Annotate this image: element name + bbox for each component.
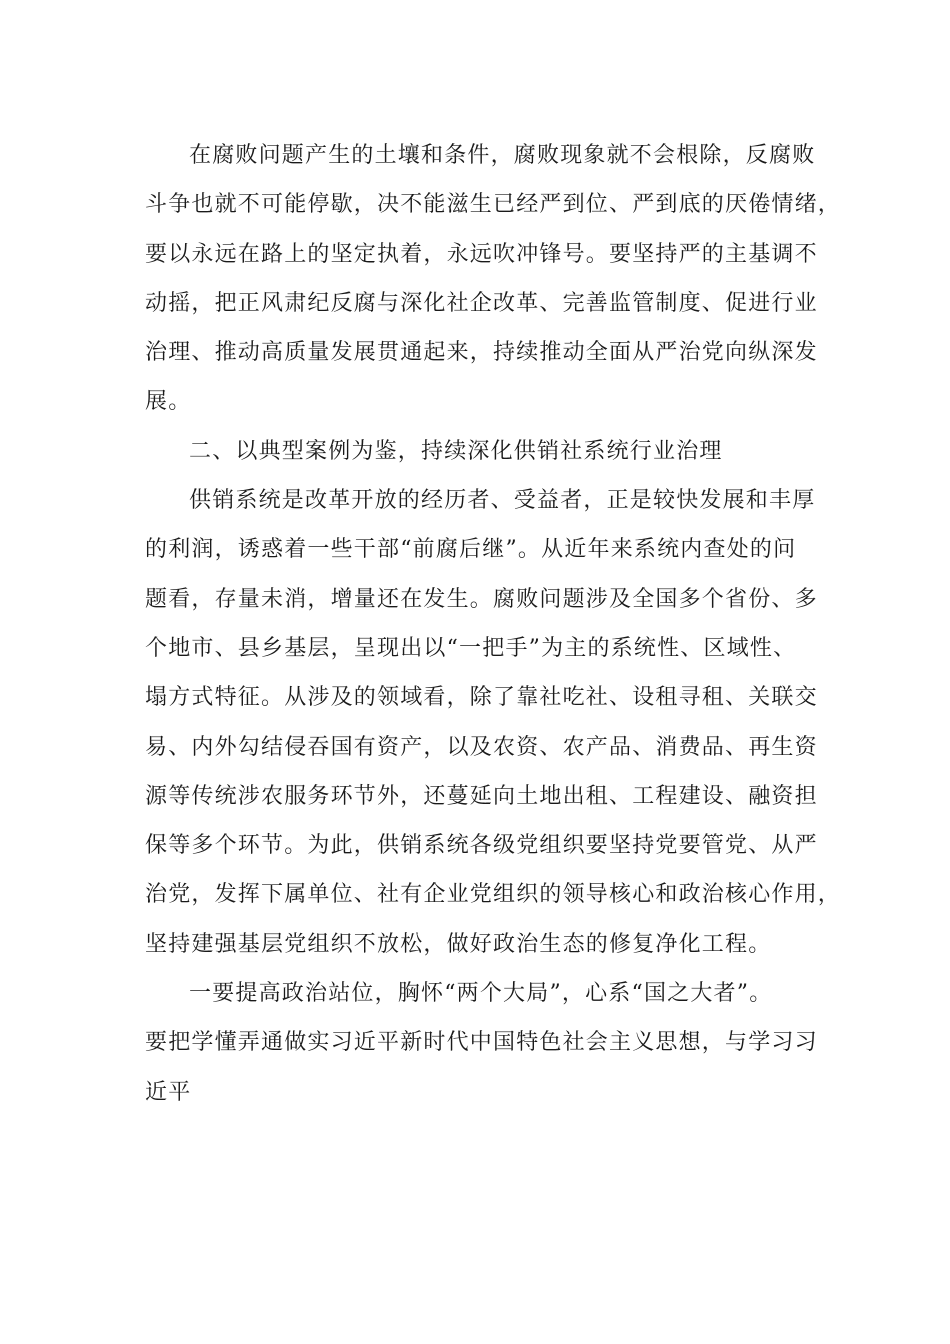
text-line: 题看，存量未消，增量还在发生。腐败问题涉及全国多个省份、多 — [145, 586, 818, 612]
text-line: 保等多个环节。为此，供销系统各级党组织要坚持党要管党、从严 — [145, 833, 818, 859]
text-line: 要把学懂弄通做实习近平新时代中国特色社会主义思想，与学习习 — [145, 1030, 818, 1056]
text-line: 塌方式特征。从涉及的领域看，除了靠社吃社、设租寻租、关联交 — [145, 685, 818, 711]
text-line: 在腐败问题产生的土壤和条件，腐败现象就不会根除，反腐败 — [189, 143, 816, 168]
text-line: 近平 — [145, 1079, 192, 1105]
text-line: 动摇，把正风肃纪反腐与深化社企改革、完善监管制度、促进行业 — [145, 290, 818, 316]
text-line: 二、以典型案例为鉴，持续深化供销社系统行业治理 — [189, 438, 723, 464]
text-line: 展。 — [145, 389, 192, 415]
text-line: 治党，发挥下属单位、社有企业党组织的领导核心和政治核心作用， — [145, 882, 842, 908]
text-line: 治理、推动高质量发展贯通起来，持续推动全面从严治党向纵深发 — [145, 340, 818, 366]
text-line: 的利润，诱惑着一些干部“前腐后继”。从近年来系统内查处的问 — [145, 537, 797, 563]
text-line: 源等传统涉农服务环节外，还蔓延向土地出租、工程建设、融资担 — [145, 783, 818, 809]
body-text — [145, 131, 842, 1117]
text-line: 供销系统是改革开放的经历者、受益者，正是较快发展和丰厚 — [189, 488, 816, 514]
text-line: 要以永远在路上的坚定执着，永远吹冲锋号。要坚持严的主基调不 — [145, 241, 818, 267]
text-line: 斗争也就不可能停歇，决不能滋生已经严到位、严到底的厌倦情绪， — [145, 192, 842, 218]
text-line: 个地市、县乡基层，呈现出以“一把手”为主的系统性、区域性、 — [145, 635, 797, 661]
text-line: 一要提高政治站位，胸怀“两个大局”，心系“国之大者”。 — [189, 981, 773, 1007]
text-line: 坚持建强基层党组织不放松，做好政治生态的修复净化工程。 — [145, 931, 772, 957]
text-line: 易、内外勾结侵吞国有资产，以及农资、农产品、消费品、再生资 — [145, 734, 818, 760]
